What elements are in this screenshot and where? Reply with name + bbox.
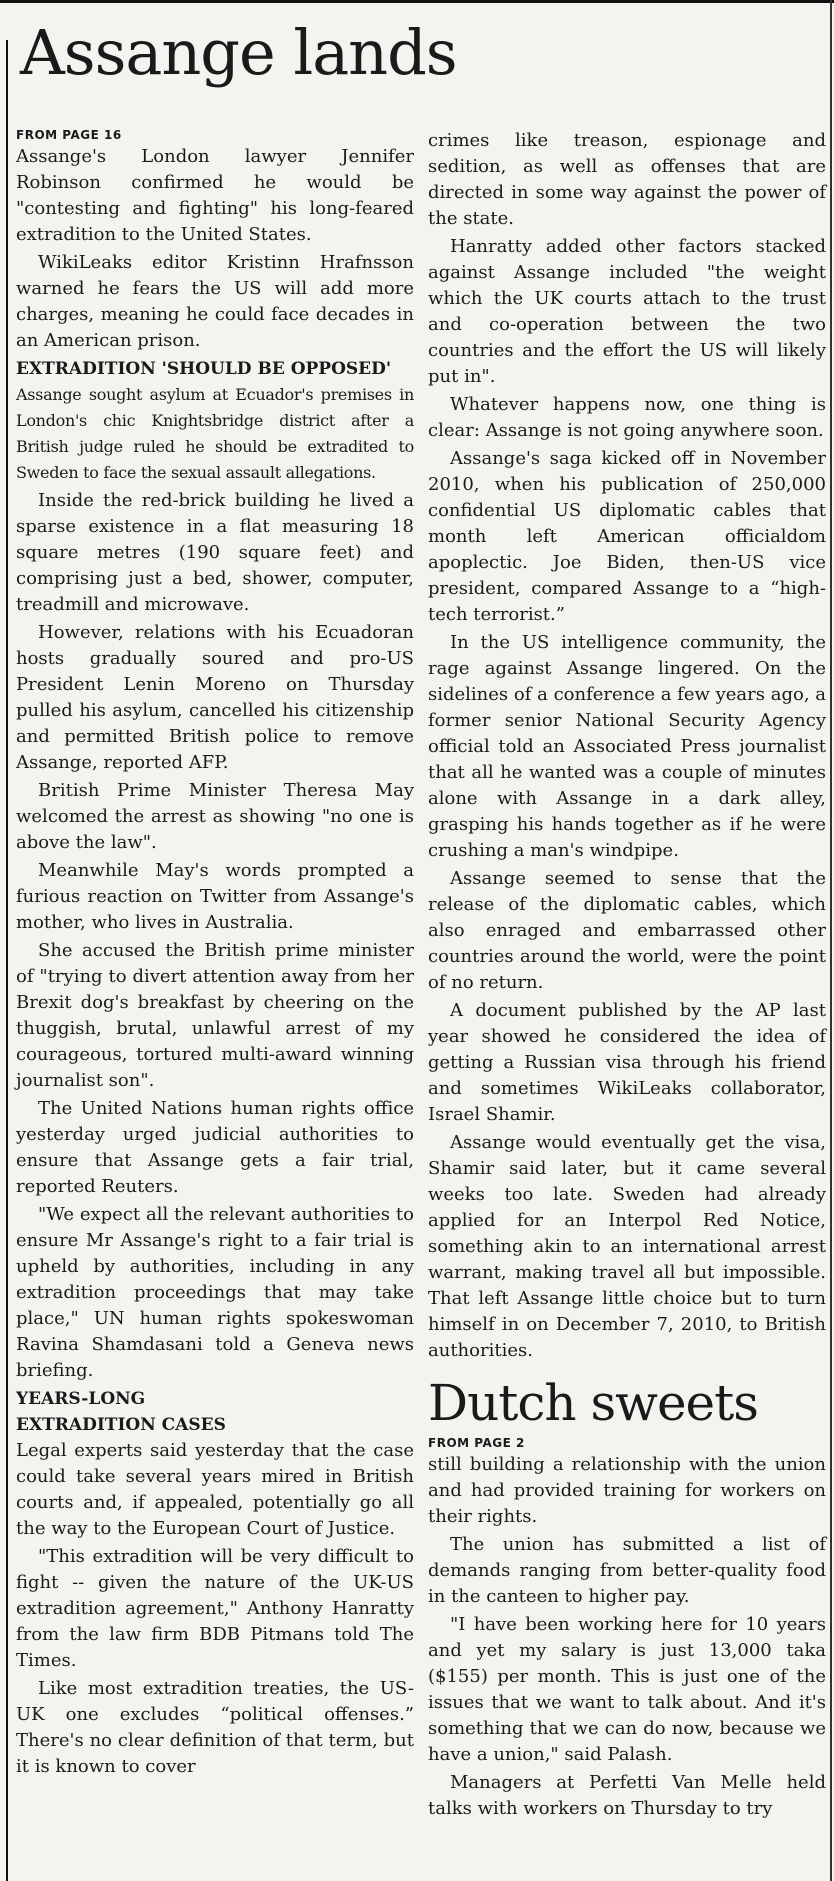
left-column — [16, 128, 414, 1780]
paragraph: Assange seemed to sense that the release of the diplomatic cables, which also enraged and embarrassed other countries around the world, were the point of no return. — [428, 868, 826, 993]
top-rule — [0, 0, 834, 3]
paragraph: still building a relationship with the union and had provided training for workers on their rights. — [428, 1454, 826, 1527]
paragraph: Assange's saga kicked off in November 2010, when his publication of 250,000 confidential US diplomatic cables that month left American officialdom apoplectic. Joe Biden, then-US vice president, compared Assange to a “high-tech terrorist.” — [428, 448, 826, 625]
paragraph: However, relations with his Ecuadoran hosts gradually soured and pro-US President Lenin Moreno on Thursday pulled his asylum, cancelled his citizenship and permitted British police to remove Assange, reported AFP. — [16, 622, 414, 773]
paragraph: The union has submitted a list of demands ranging from better-quality food in the canteen to higher pay. — [428, 1534, 826, 1607]
paragraph: Managers at Perfetti Van Melle held talks with workers on Thursday to try — [428, 1772, 826, 1819]
paragraph: Assange's London lawyer Jennifer Robinson confirmed he would be "contesting and fighting" his long-feared extradition to the United States. — [16, 146, 414, 245]
paragraph: Like most extradition treaties, the US-UK one excludes “political offenses.” There's no clear definition of that term, but it is known to cover — [16, 1678, 414, 1777]
paragraph: Whatever happens now, one thing is clear: Assange is not going anywhere soon. — [428, 394, 826, 441]
paragraph: British Prime Minister Theresa May welcomed the arrest as showing "no one is above the law". — [16, 780, 414, 853]
headline-assange-lands: Assange lands — [20, 16, 457, 89]
paragraph: crimes like treason, espionage and sedition, as well as offenses that are directed in some way against the power of the state. — [428, 130, 826, 229]
paragraph: Legal experts said yesterday that the case could take several years mired in British courts and, if appealed, potentially go all the way to the European Court of Justice. — [16, 1440, 414, 1539]
paragraph: Meanwhile May's words prompted a furious reaction on Twitter from Assange's mother, who lives in Australia. — [16, 860, 414, 933]
paragraph: WikiLeaks editor Kristinn Hrafnsson warned he fears the US will add more charges, meaning he could face decades in an American prison. — [16, 252, 414, 351]
paragraph: Inside the red-brick building he lived a sparse existence in a flat measuring 18 square metres (190 square feet) and comprising just a bed, shower, computer, treadmill and microwave. — [16, 490, 414, 615]
subhead-years-long — [16, 1386, 414, 1438]
paragraph: The United Nations human rights office yesterday urged judicial authorities to ensure that Assange gets a fair trial, reported Reuters. — [16, 1098, 414, 1197]
paragraph: A document published by the AP last year showed he considered the idea of getting a Russian visa through his friend and sometimes WikiLeaks collaborator, Israel Shamir. — [428, 1000, 826, 1125]
paragraph: Assange would eventually get the visa, Shamir said later, but it came several weeks too late. Sweden had already applied for an Interpol Red Notice, something akin to an international arrest warrant, making travel all but impossible. That left Assange little choice but to turn himself in on December 7, 2010, to British authorities. — [428, 1132, 826, 1361]
paragraph: In the US intelligence community, the rage against Assange lingered. On the sidelines of a conference a few years ago, a former senior National Security Agency official told an Associated Press journalist that all he wanted was a couple of minutes alone with Assange in a dark alley, grasping his hands together as if he were crushing a man's windpipe. — [428, 632, 826, 861]
right-column — [428, 128, 826, 1822]
paragraph: Hanratty added other factors stacked against Assange included "the weight which the UK courts attach to the trust and co-operation between the two countries and the effort the US will likely put in". — [428, 236, 826, 387]
from-page-label: FROM PAGE 16 — [16, 128, 122, 142]
left-column-rule — [6, 40, 8, 1881]
paragraph: "We expect all the relevant authorities to ensure Mr Assange's right to a fair trial is upheld by authorities, including in any extradition proceedings that may take place," UN human rights spokeswoman Ravina Shamdasani told a Geneva news briefing. — [16, 1204, 414, 1381]
from-page-label: FROM PAGE 2 — [428, 1436, 525, 1450]
subhead-extradition-opposed: EXTRADITION 'SHOULD BE OPPOSED' — [16, 359, 392, 379]
right-edge-rule — [830, 0, 832, 1881]
subhead-line: EXTRADITION CASES — [16, 1415, 226, 1435]
paragraph: She accused the British prime minister of "trying to divert attention away from her Brexit dog's breakfast by cheering on the thuggish, brutal, unlawful arrest of my courageous, tortured multi-award winning journalist son". — [16, 940, 414, 1091]
headline-dutch-sweets: Dutch sweets — [428, 1374, 758, 1432]
paragraph: "I have been working here for 10 years and yet my salary is just 13,000 taka ($155) per month. This is just one of the issues that we want to talk about. And it's something that we can do now, because we have a union," said Palash. — [428, 1614, 826, 1765]
subhead-line: YEARS-LONG — [16, 1389, 146, 1409]
paragraph: "This extradition will be very difficult to fight -- given the nature of the UK-US extradition agreement," Anthony Hanratty from the law firm BDB Pitmans told The Times. — [16, 1546, 414, 1671]
paragraph: Assange sought asylum at Ecuador's premises in London's chic Knightsbridge district after a British judge ruled he should be extradited to Sweden to face the sexual assault allegations. — [16, 385, 414, 482]
